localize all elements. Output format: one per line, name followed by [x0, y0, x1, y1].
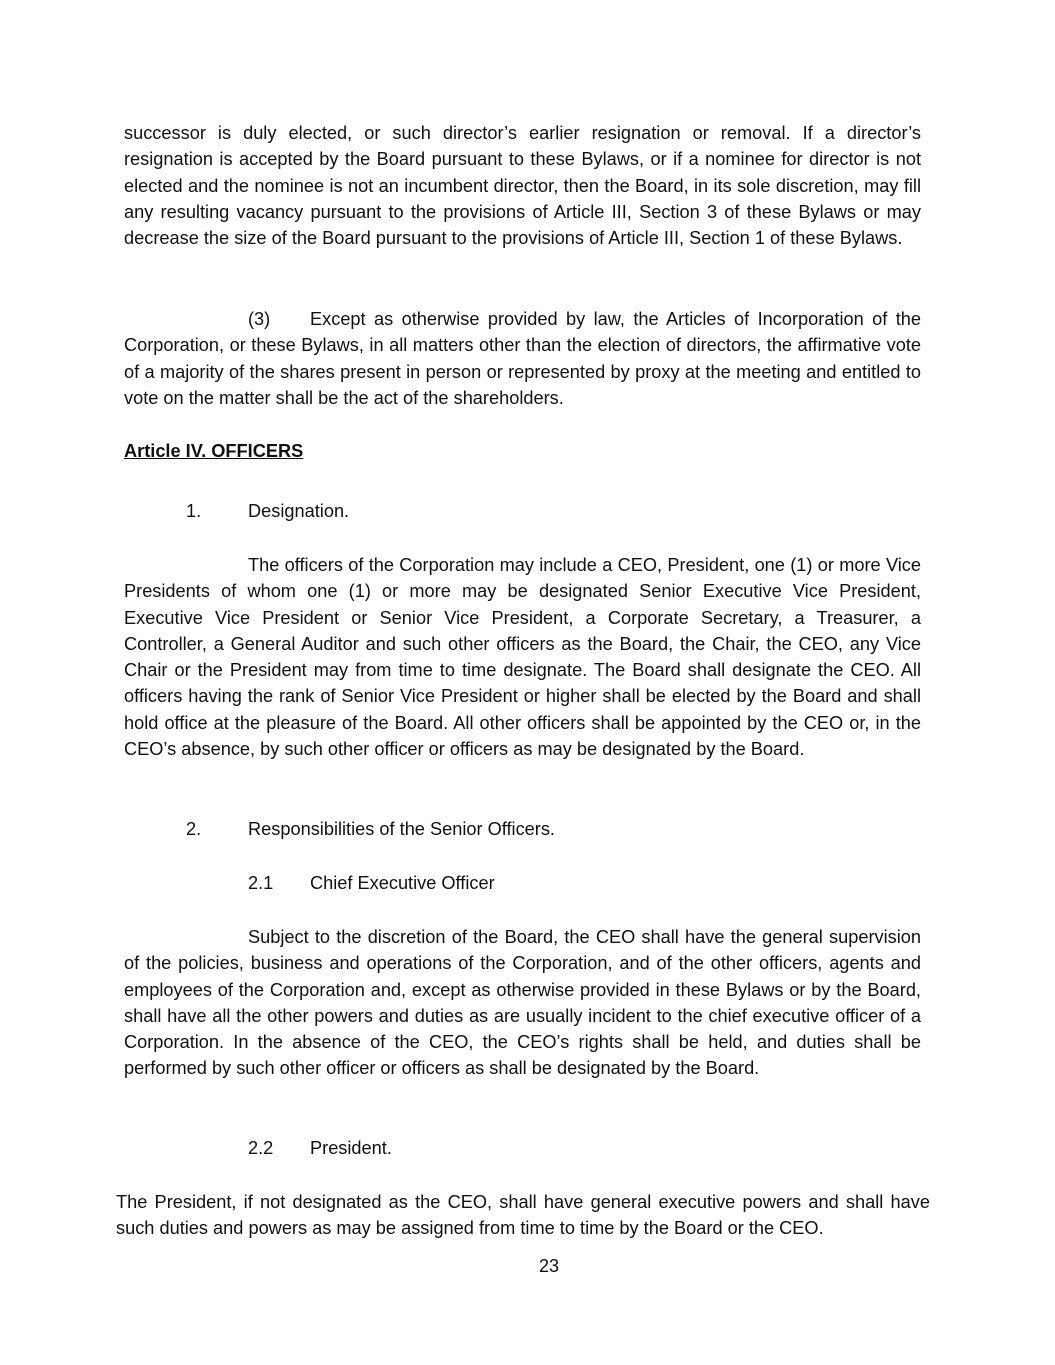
item-3-number: (3): [248, 309, 271, 329]
section-2-title: Responsibilities of the Senior Officers.: [248, 819, 555, 839]
section-2-2-title: President.: [310, 1138, 392, 1158]
section-2-1-title: Chief Executive Officer: [310, 873, 495, 893]
section-1-title: Designation.: [248, 501, 350, 521]
item-3-text: Except as otherwise provided by law, the Articles of Incorporation of the Corporation, or these Bylaws, in all matters other than the election of directors, the affirmative vote of a majority of the shares present in person or represented by proxy at the meeting and entitled to vote on the matter shall be the act of the shareholders.: [124, 309, 921, 408]
article-heading: Article IV. OFFICERS: [124, 441, 304, 461]
paragraph-director-succession: successor is duly elected, or such director’s earlier resignation or removal. If a director’s resignation is accepted by the Board pursuant to these Bylaws, or if a nominee for director is not elected and the nominee is not an incumbent director, then the Board, in its sole discretion, may fill any resulting vacancy pursuant to the provisions of Article III, Section 3 of these Bylaws or may decrease the size of the Board pursuant to the provisions of Article III, Section 1 of these Bylaws.: [124, 123, 921, 249]
section-1-number: 1.: [186, 501, 202, 521]
section-2-1-number: 2.1: [248, 873, 274, 893]
paragraph-item-3: [124, 306, 921, 411]
section-2-number: 2.: [186, 819, 202, 839]
page-number: 23: [538, 1256, 560, 1276]
section-2-2-number: 2.2: [248, 1138, 274, 1158]
paragraph-president: The President, if not designated as the CEO, shall have general executive powers and shall have such duties and powers as may be assigned from time to time by the Board or the CEO.: [116, 1192, 930, 1239]
paragraph-ceo: Subject to the discretion of the Board, the CEO shall have the general supervision of the policies, business and operations of the Corporation, and of the other officers, agents and employees of the Corporation and, except as otherwise provided in these Bylaws or by the Board, shall have all the other powers and duties as are usually incident to the chief executive officer of a Corporation. In the absence of the CEO, the CEO’s rights shall be held, and duties shall be performed by such other officer or officers as shall be designated by the Board.: [124, 927, 921, 1079]
paragraph-designation: The officers of the Corporation may include a CEO, President, one (1) or more Vice Presidents of whom one (1) or more may be designated Senior Executive Vice President, Executive Vice President or Senior Vice President, a Corporate Secretary, a Treasurer, a Controller, a General Auditor and such other officers as the Board, the Chair, the CEO, any Vice Chair or the President may from time to time designate. The Board shall designate the CEO. All officers having the rank of Senior Vice President or higher shall be elected by the Board and shall hold office at the pleasure of the Board. All other officers shall be appointed by the CEO or, in the CEO’s absence, by such other officer or officers as may be designated by the Board.: [124, 555, 921, 760]
